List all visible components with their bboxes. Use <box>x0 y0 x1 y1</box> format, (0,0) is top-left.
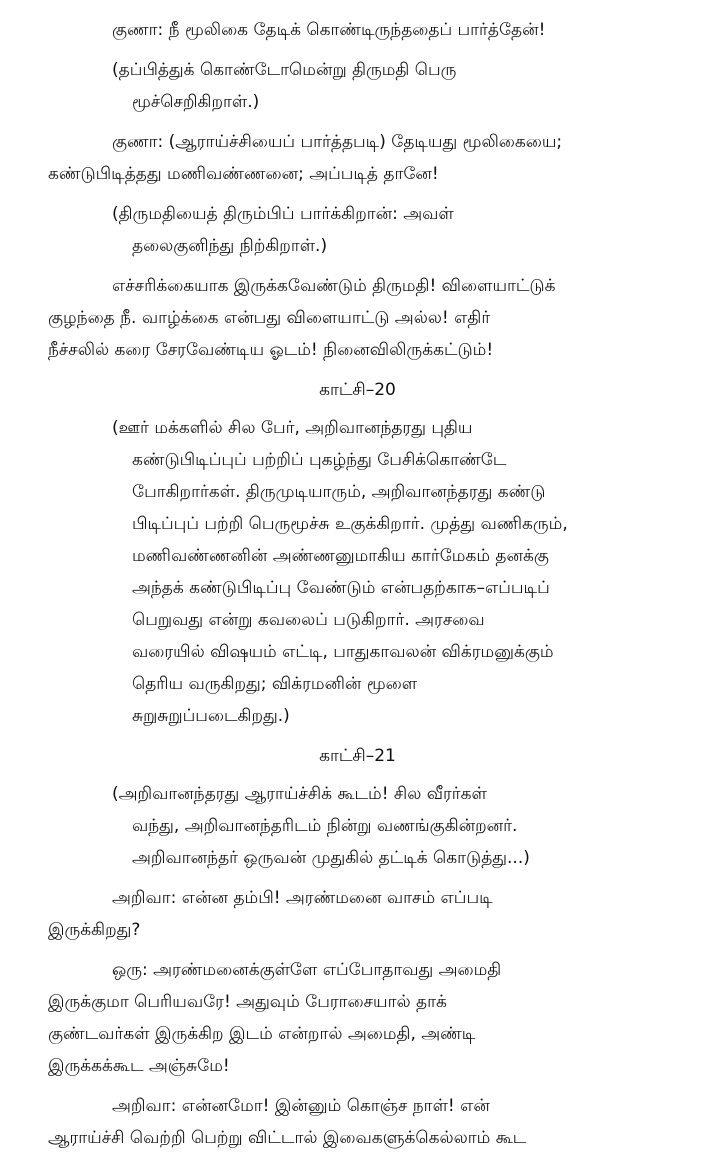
text-line: அறிவா: என்ன தம்பி! அரண்மனை வாசம் எப்படி <box>112 888 493 908</box>
stage-direction <box>48 778 667 874</box>
dialogue-paragraph <box>48 126 667 190</box>
text-line: குணா: (ஆராய்ச்சியைப் பார்த்தபடி) தேடியது மூலிகையை; <box>112 132 563 152</box>
text-line: ஒரு: அரண்மனைக்குள்ளே எப்போதாவது அமைதி <box>112 960 502 980</box>
text-line: வரையில் விஷயம் எட்டி, பாதுகாவலன் விக்ரமனுக்கும் <box>132 642 554 662</box>
text-line: எச்சரிக்கையாக இருக்கவேண்டும் திருமதி! விளையாட்டுக் <box>112 276 556 296</box>
text-line: அறிவானந்தர் ஒருவன் முதுகில் தட்டிக் கொடுத்து...) <box>132 848 530 868</box>
text-line: மணிவண்ணனின் அண்ணனுமாகிய கார்மேகம் தனக்கு <box>132 546 549 566</box>
text-line: போகிறார்கள். திருமுடியாரும், அறிவானந்தரது கண்டு <box>132 482 546 502</box>
text-line: குணா: நீ மூலிகை தேடிக் கொண்டிருந்ததைப் பார்த்தேன்! <box>112 20 546 40</box>
text-line: தெரிய வருகிறது; விக்ரமனின் மூளை <box>132 674 418 694</box>
dialogue-paragraph <box>48 882 667 946</box>
dialogue-paragraph <box>48 14 667 46</box>
scene-heading <box>48 740 667 772</box>
text-line: அறிவா: என்னமோ! இன்னும் கொஞ்ச நாள்! என் <box>112 1096 490 1116</box>
text-line: காட்சி–21 <box>319 746 396 766</box>
stage-direction <box>48 412 667 732</box>
text-line: இருக்கிறது? <box>48 920 141 940</box>
text-line: இருக்குமா பெரியவரே! அதுவும் பேராசையால் தாக் <box>48 992 447 1012</box>
text-line: (அறிவானந்தரது ஆராய்ச்சிக் கூடம்! சில வீரர்கள் <box>112 784 487 804</box>
text-line: (தப்பித்துக் கொண்டோமென்று திருமதி பெரு <box>112 60 457 80</box>
dialogue-paragraph <box>48 1090 667 1154</box>
text-line: காட்சி–20 <box>319 380 396 400</box>
text-line: (திருமதியைத் திரும்பிப் பார்க்கிறான்: அவள் <box>112 204 454 224</box>
text-line: குழந்தை நீ. வாழ்க்கை என்பது விளையாட்டு அல்ல! எதிர் <box>48 308 491 328</box>
text-line: குண்டவர்கள் இருக்கிற இடம் என்றால் அமைதி, அண்டி <box>48 1024 476 1044</box>
text-line: பிடிப்புப் பற்றி பெருமூச்சு உகுக்கிறார். முத்து வணிகரும், <box>132 514 568 534</box>
dialogue-paragraph <box>48 270 667 366</box>
text-line: ஆராய்ச்சி வெற்றி பெற்று விட்டால் இவைகளுக்கெல்லாம் கூட <box>48 1128 527 1148</box>
text-line: நீச்சலில் கரை சேரவேண்டிய ஓடம்! நினைவிலிருக்கட்டும்! <box>48 340 494 360</box>
text-line: இருக்கக்கூட அஞ்சுமே! <box>48 1056 230 1076</box>
stage-direction <box>48 54 667 118</box>
text-line: கண்டுபிடிப்புப் பற்றிப் புகழ்ந்து பேசிக்கொண்டே <box>132 450 507 470</box>
dialogue-paragraph <box>48 954 667 1082</box>
text-line: பெறுவது என்று கவலைப் படுகிறார். அரசவை <box>132 610 485 630</box>
text-line: தலைகுனிந்து நிற்கிறாள்.) <box>132 236 328 256</box>
text-line: கண்டுபிடித்தது மணிவண்ணனை; அப்படித் தானே! <box>48 164 439 184</box>
text-line: மூச்செறிகிறாள்.) <box>132 92 260 112</box>
text-line: (ஊர் மக்களில் சில பேர், அறிவானந்தரது புதிய <box>112 418 473 438</box>
page-content <box>48 14 667 1154</box>
stage-direction <box>48 198 667 262</box>
text-line: வந்து, அறிவானந்தரிடம் நின்று வணங்குகின்றனர். <box>132 816 518 836</box>
text-line: அந்தக் கண்டுபிடிப்பு வேண்டும் என்பதற்காக–எப்படிப் <box>132 578 550 598</box>
text-line: சுறுசுறுப்படைகிறது.) <box>132 706 290 726</box>
scene-heading <box>48 374 667 406</box>
